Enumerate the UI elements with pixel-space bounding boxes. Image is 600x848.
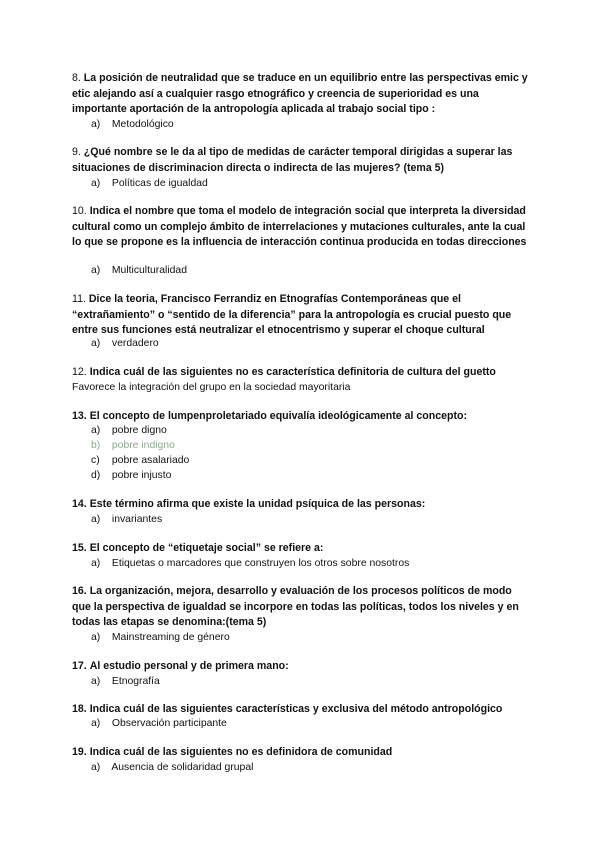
answer-text: pobre digno [111,425,167,436]
question-12 [72,365,542,381]
answer-13c [91,453,189,468]
answer-text: pobre injusto [111,470,172,481]
question-text: El concepto de “etiquetaje social” se refiere a: [89,542,324,554]
answer-9a [91,176,208,191]
answer-text: Observación participante [111,718,227,729]
question-number: 8. [72,72,81,84]
answer-16a [91,630,230,645]
answer-text: invariantes [111,514,163,525]
question-number: 18. [72,703,87,715]
question-number: 15. [72,542,87,554]
question-17 [72,659,532,675]
question-number: 10. [72,205,87,217]
answer-12: Favorece la integración del grupo en la sociedad mayoritaria [72,382,351,393]
answer-label: b) [91,440,101,451]
question-9 [72,145,532,176]
question-14 [72,497,532,513]
question-text: Este término afirma que existe la unidad psíquica de las personas: [89,498,426,510]
answer-text: Políticas de igualdad [111,178,208,189]
answer-text: Etiquetas o marcadores que construyen los otros sobre nosotros [111,558,410,569]
question-text: Indica cuál de las siguientes no es característica definitoria de cultura del guetto [89,366,496,378]
answer-label: a) [91,119,101,130]
question-number: 11. [72,293,86,305]
answer-13d [91,468,171,483]
question-number: 16. [72,585,87,597]
answer-text: Ausencia de solidaridad grupal [111,762,254,773]
answer-label: a) [91,265,101,276]
answer-text: Multiculturalidad [111,265,187,276]
answer-label: a) [91,718,101,729]
question-number: 17. [72,660,87,672]
answer-label: a) [91,425,101,436]
answer-13a [91,423,167,438]
question-number: 9. [72,146,81,158]
question-text: Al estudio personal y de primera mano: [89,660,289,672]
question-16 [72,584,532,631]
question-text: Indica cuál de las siguientes características y exclusiva del método antropológico [89,703,503,715]
question-number: 19. [72,746,87,758]
answer-14a [91,512,162,527]
answer-19a [91,760,253,775]
question-text: Dice la teoria, Francisco Ferrandiz en Etnografías Contemporáneas que el “extrañamiento” o “sentido de la diferencia” para la antropología es crucial puesto que entre sus funciones está neutralizar el etnocentrismo y superar el choque cultural [72,293,512,336]
answer-label: a) [91,762,101,773]
question-text: Indica el nombre que toma el modelo de integración social que interpreta la diversidad cultural como un complejo ámbito de interrelaciones y mutaciones culturales, ante la cual lo que se propone es la influencia de interacción continua producida en todas direcciones [72,205,527,248]
question-number: 13. [72,410,87,422]
question-number: 12. [72,366,87,378]
answer-label: a) [91,514,101,525]
question-text: La posición de neutralidad que se traduce en un equilibrio entre las perspectivas emic y etic alejando así a cualquier rasgo etnográfico y creencia de superioridad es una importante aportación de la antropología aplicada al trabajo social tipo : [72,72,528,115]
answer-label: c) [91,455,100,466]
answer-label: a) [91,558,101,569]
question-10 [72,204,532,251]
answer-18a [91,716,227,731]
question-text: El concepto de lumpenproletariado equivalía ideológicamente al concepto: [89,410,468,422]
answer-13b [91,438,175,453]
answer-label: a) [91,178,101,189]
answer-8a [91,117,174,132]
question-text: ¿Qué nombre se le da al tipo de medidas de carácter temporal dirigidas a superar las situaciones de discriminacion directa o indirecta de las mujeres? (tema 5) [72,146,513,174]
answer-text: pobre asalariado [111,455,190,466]
answer-17a [91,674,160,689]
question-text: Indica cuál de las siguientes no es definidora de comunidad [89,746,393,758]
answer-text: verdadero [111,338,159,349]
answer-label: d) [91,470,101,481]
answer-text: Metodológico [111,119,174,130]
answer-text: Mainstreaming de género [111,632,230,643]
answer-text: pobre indigno [111,440,175,451]
answer-label: a) [91,632,101,643]
answer-15a [91,556,409,571]
question-15 [72,541,532,557]
question-8 [72,71,532,118]
answer-text: Etnografía [111,676,160,687]
answer-11a [91,336,159,351]
question-19 [72,745,532,761]
answer-label: a) [91,338,101,349]
question-11 [72,292,532,339]
question-text: La organización, mejora, desarrollo y evaluación de los procesos políticos de modo que la perspectiva de igualdad se incorpore en todas las políticas, todos los niveles y en todas las etapas se denomina:(tema 5) [72,585,519,628]
answer-label: a) [91,676,101,687]
answer-10a [91,263,187,278]
question-number: 14. [72,498,87,510]
